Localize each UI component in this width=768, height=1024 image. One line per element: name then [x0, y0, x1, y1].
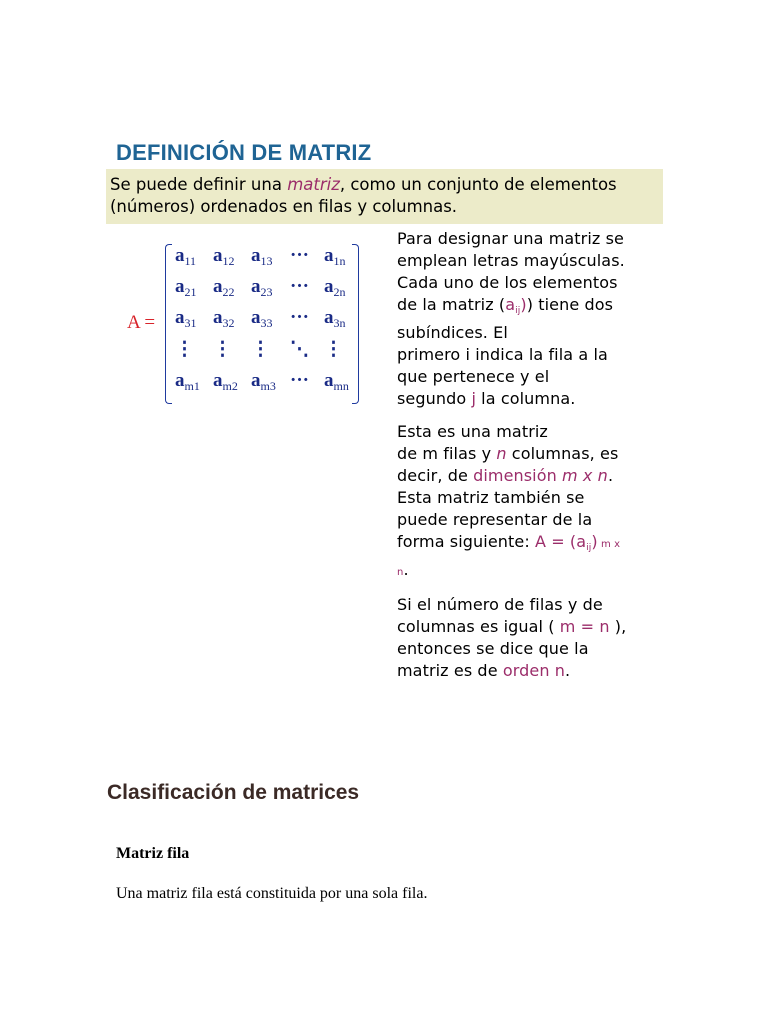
p2-line: n. — [397, 560, 409, 579]
paragraph-designation — [397, 228, 625, 410]
p1-line: primero i indica la fila a la — [397, 345, 608, 364]
p1-line: emplean letras mayúsculas. — [397, 251, 625, 270]
p3-line: matriz es de orden n. — [397, 661, 571, 680]
matrix-cell: $a_{3n}$ — [324, 307, 346, 330]
p1-line: subíndices. El — [397, 323, 508, 342]
dimension-term: dimensión — [473, 466, 557, 485]
matrix-cell: ··· — [290, 307, 310, 328]
matrix-figure — [127, 240, 367, 410]
matrix-cell: $a_{31}$ — [175, 307, 197, 330]
matrix-cell: $a_{1n}$ — [324, 245, 346, 268]
matrix-cell: $a_{13}$ — [251, 245, 273, 268]
matrix-cell: $a_{11}$ — [175, 245, 197, 268]
matrix-cell: ⋱ — [290, 339, 309, 360]
definition-post: , como un conjunto de elementos — [339, 175, 617, 194]
p2-line: Esta matriz también se — [397, 488, 585, 507]
paragraph-dimension — [397, 421, 620, 584]
page-title: DEFINICIÓN DE MATRIZ — [116, 140, 372, 165]
matrix-cell: ⋮ — [175, 339, 194, 360]
p3-line: Si el número de filas y de — [397, 595, 603, 614]
subsection-title: Matriz fila — [116, 845, 190, 862]
n-symbol: n — [496, 444, 507, 463]
matrix-cell: ··· — [290, 370, 310, 391]
matrix-cell: $a_{22}$ — [213, 276, 235, 299]
p2-line: de m filas y n columnas, es — [397, 444, 619, 463]
matrix-cell: ⋮ — [213, 339, 232, 360]
p1-line: segundo j la columna. — [397, 389, 576, 408]
matrix-right-bracket — [352, 244, 359, 404]
p2-line: forma siguiente: $A = (a_{ij})$ m x — [397, 532, 621, 553]
matrix-cell: $a_{m3}$ — [251, 370, 276, 393]
matrix-cell: $a_{32}$ — [213, 307, 235, 330]
definition-line2: (números) ordenados en filas y columnas. — [110, 197, 458, 216]
matrix-cell: $a_{12}$ — [213, 245, 235, 268]
p3-line: columnas es igual ( m = n ), — [397, 617, 627, 636]
p1-line: Para designar una matriz se — [397, 229, 624, 248]
definition-text — [106, 169, 663, 218]
p2-line: decir, de dimensión m x n. — [397, 466, 614, 485]
matrix-cell: ⋮ — [324, 339, 343, 360]
p2-line: Esta es una matriz — [397, 422, 548, 441]
p1-line: de la matriz $(a_{ij})$) tiene dos — [397, 295, 614, 316]
definition-box — [106, 169, 663, 224]
m-equals-n: m = n — [559, 617, 610, 636]
aij-symbol: $a_{ij}$ — [505, 295, 521, 316]
definition-term: matriz — [287, 175, 340, 194]
p1-line: que pertenece y el — [397, 367, 550, 386]
matrix-notation: $A = (a_{ij})$ m x — [535, 532, 621, 553]
matrix-cell: ··· — [290, 245, 310, 266]
mxn-symbol: m x n — [556, 466, 608, 485]
p1-line: Cada uno de los elementos — [397, 273, 618, 292]
matrix-left-bracket — [165, 244, 172, 404]
matrix-cell: $a_{33}$ — [251, 307, 273, 330]
matrix-name: A = — [127, 312, 156, 333]
j-symbol: j — [471, 389, 476, 408]
matrix-cell: $a_{m1}$ — [175, 370, 200, 393]
definition-pre: Se puede definir una — [110, 175, 288, 194]
paragraph-order — [397, 594, 626, 682]
order-term: orden n — [502, 661, 565, 680]
p3-line: entonces se dice que la — [397, 639, 589, 658]
matrix-cell: $a_{21}$ — [175, 276, 197, 299]
subsection-paragraph: Una matriz fila está constituida por una sola fila. — [116, 885, 428, 902]
matrix-cell: $a_{23}$ — [251, 276, 273, 299]
section-title: Clasificación de matrices — [107, 781, 360, 804]
matrix-cell: $a_{mn}$ — [324, 370, 349, 393]
matrix-cell: ⋮ — [251, 339, 270, 360]
p2-line: puede representar de la — [397, 510, 593, 529]
matrix-cell: $a_{m2}$ — [213, 370, 238, 393]
matrix-cell: $a_{2n}$ — [324, 276, 346, 299]
matrix-cell: ··· — [290, 276, 310, 297]
